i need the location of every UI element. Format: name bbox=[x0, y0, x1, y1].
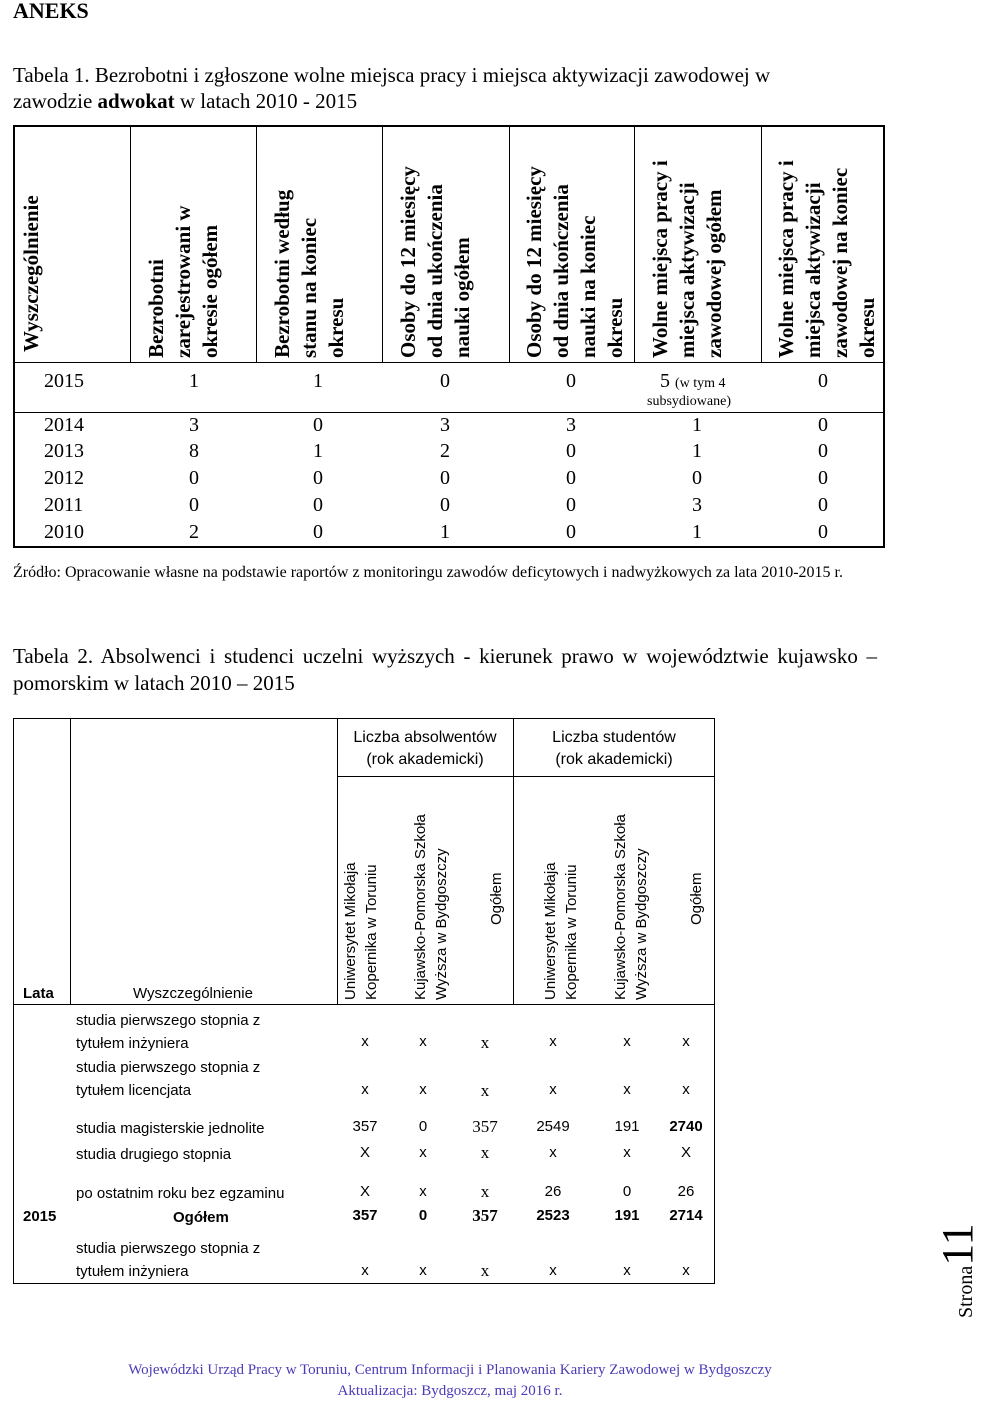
table1-cell: 0 bbox=[566, 467, 576, 489]
table1-cell: 3 bbox=[566, 414, 576, 436]
footer-update: Aktualizacja: Bydgoszcz, maj 2016 r. bbox=[337, 1383, 563, 1399]
table1-cell: 0 bbox=[440, 494, 450, 516]
table2-cell: x bbox=[682, 1262, 690, 1279]
table2-cell: 191 bbox=[614, 1118, 640, 1135]
table1-year: 2012 bbox=[44, 467, 84, 489]
table1-header-graduates-total: Osoby do 12 miesięcy od dnia ukończenia nauki ogółem bbox=[396, 166, 474, 358]
table1-row-divider bbox=[13, 412, 885, 413]
table2-row-label: studia drugiego stopnia bbox=[76, 1146, 232, 1163]
table1-col-divider bbox=[634, 125, 635, 362]
page-number-word: Strona bbox=[955, 1265, 977, 1318]
table2-cell: x bbox=[549, 1033, 557, 1050]
table2-cell: x bbox=[419, 1033, 427, 1050]
table2-cell: 0 bbox=[418, 1207, 428, 1224]
table1-year: 2013 bbox=[44, 440, 84, 462]
table2-col-total-students: Ogółem bbox=[688, 872, 705, 925]
table2-wyszczegolnienie-label: Wyszczególnienie bbox=[133, 985, 253, 1002]
table2-cell: x bbox=[682, 1033, 690, 1050]
table2-row-label: po ostatnim roku bez egzaminu bbox=[76, 1185, 285, 1202]
table1-cell: 1 bbox=[313, 440, 323, 462]
table1-header-label: Wyszczególnienie bbox=[19, 195, 43, 352]
table2-cell: 357 bbox=[472, 1117, 498, 1136]
table2-cell: x bbox=[549, 1262, 557, 1279]
table1-col-divider bbox=[761, 125, 762, 362]
table1-cell: 0 bbox=[566, 521, 576, 543]
table1-cell: 1 bbox=[313, 370, 323, 392]
table1-cell: 3 bbox=[692, 494, 702, 516]
table2-cell: x bbox=[623, 1033, 631, 1050]
table2-cell: 2523 bbox=[536, 1207, 570, 1224]
table2-cell: 191 bbox=[614, 1207, 640, 1224]
table2-col-umk-graduates: Uniwersytet Mikołaja Kopernika w Toruniu bbox=[342, 862, 380, 1000]
table1-cell: 8 bbox=[189, 440, 199, 462]
table1-cell: 1 bbox=[692, 414, 702, 436]
table2-cell: x bbox=[361, 1262, 369, 1279]
table1-caption bbox=[13, 62, 833, 114]
table1-cell: 1 bbox=[692, 521, 702, 543]
table2-row-label: studia pierwszego stopnia z tytułem licencjata bbox=[76, 1059, 261, 1099]
table1-cell: 0 bbox=[313, 467, 323, 489]
table2-cell: x bbox=[361, 1081, 369, 1098]
table1-caption-pre: Tabela 1. Bezrobotni i zgłoszone wolne miejsca pracy i miejsca aktywizacji zawodowej w zawodzie bbox=[13, 63, 771, 113]
table2-lata-label: Lata bbox=[23, 985, 54, 1002]
table2-cell: x bbox=[480, 1261, 490, 1280]
table2-cell: x bbox=[480, 1143, 490, 1162]
page-number-value: 11 bbox=[933, 1223, 982, 1266]
table1-cell: 0 bbox=[692, 467, 702, 489]
table2-col-total-graduates: Ogółem bbox=[488, 872, 505, 925]
table1-cell: 0 bbox=[818, 414, 828, 436]
table2-cell: x bbox=[419, 1262, 427, 1279]
table1-cell: 0 bbox=[818, 467, 828, 489]
table1-header-vacancies-total: Wolne miejsca pracy i miejsca aktywizacji zawodowej ogółem bbox=[648, 160, 726, 358]
table2-cell: x bbox=[682, 1081, 690, 1098]
table1-cell: 0 bbox=[566, 494, 576, 516]
table2-col-kpsw-graduates: Kujawsko-Pomorska Szkoła Wyższa w Bydgoszczy bbox=[412, 814, 450, 1000]
table2-cell: 2549 bbox=[536, 1118, 570, 1135]
table1-header-divider bbox=[13, 362, 885, 363]
table1-cell: 2 bbox=[440, 440, 450, 462]
table1-year: 2010 bbox=[44, 521, 84, 543]
table1-cell: 0 bbox=[566, 440, 576, 462]
table1-cell: 0 bbox=[313, 494, 323, 516]
table2-cell: 0 bbox=[622, 1183, 632, 1200]
table1-header-vacancies-end: Wolne miejsca pracy i miejsca aktywizacji zawodowej na koniec okresu bbox=[774, 160, 879, 358]
table1-cell: 0 bbox=[818, 521, 828, 543]
table1-cell: 2 bbox=[189, 521, 199, 543]
table1-cell: 0 bbox=[189, 494, 199, 516]
table1-cell-note: subsydiowane) bbox=[647, 394, 731, 409]
table2-col-divider bbox=[70, 718, 71, 1004]
table2-cell: x bbox=[480, 1182, 490, 1201]
table2-cell: x bbox=[623, 1081, 631, 1098]
table1-cell: 0 bbox=[440, 467, 450, 489]
table2-cell: 26 bbox=[544, 1183, 562, 1200]
table2-group-graduates: Liczba absolwentów (rok akademicki) bbox=[353, 729, 497, 768]
table1-header-unemployed-end: Bezrobotni według stanu na koniec okresu bbox=[270, 189, 348, 358]
table2-row-label: studia pierwszego stopnia z tytułem inżyniera bbox=[76, 1012, 261, 1052]
table2-cell: x bbox=[549, 1144, 557, 1161]
table1-caption-post: w latach 2010 - 2015 bbox=[174, 89, 358, 113]
table2-row-label: studia magisterskie jednolite bbox=[76, 1120, 265, 1137]
table1-cell: 0 bbox=[440, 370, 450, 392]
table2-col-kpsw-students: Kujawsko-Pomorska Szkoła Wyższa w Bydgoszczy bbox=[612, 814, 650, 1000]
table2-cell: x bbox=[480, 1081, 490, 1100]
table2-cell: x bbox=[419, 1081, 427, 1098]
table2-caption: Tabela 2. Absolwenci i studenci uczelni wyższych - kierunek prawo w województwie kujawsko – pomorskim w latach 2010 – 2015 bbox=[13, 644, 877, 695]
table1-header-graduates-end: Osoby do 12 miesięcy od dnia ukończenia nauki na koniec okresu bbox=[522, 166, 627, 358]
table2-cell: 2714 bbox=[669, 1207, 703, 1224]
table1-cell: 0 bbox=[313, 414, 323, 436]
table2-cell: 26 bbox=[677, 1183, 695, 1200]
table1-cell: 0 bbox=[313, 521, 323, 543]
table2-year: 2015 bbox=[23, 1208, 57, 1225]
table2-row-label-total: Ogółem bbox=[173, 1209, 229, 1226]
table1-cell: 0 bbox=[818, 370, 828, 392]
page-footer bbox=[0, 1360, 900, 1402]
table1-caption-occupation: adwokat bbox=[97, 89, 175, 113]
table2-group-students: Liczba studentów (rok akademicki) bbox=[552, 729, 676, 768]
table1-cell: 1 bbox=[189, 370, 199, 392]
table2-cell: 357 bbox=[352, 1118, 378, 1135]
table1-header-unemployed-registered: Bezrobotni zarejestrowani w okresie ogółem bbox=[144, 205, 222, 358]
table1-year: 2015 bbox=[44, 370, 84, 392]
table2-group-divider bbox=[337, 776, 715, 777]
table2-cell: x bbox=[419, 1183, 427, 1200]
table1-cell: 3 bbox=[189, 414, 199, 436]
table1-cell-vacancies: 5 (w tym 4 bbox=[660, 370, 726, 392]
table2-cell: x bbox=[361, 1033, 369, 1050]
table2-row-label: studia pierwszego stopnia z tytułem inżyniera bbox=[76, 1240, 261, 1280]
table2-cell: 2740 bbox=[669, 1118, 703, 1135]
section-heading: ANEKS bbox=[13, 0, 89, 23]
table1-col-divider bbox=[256, 125, 257, 362]
table1-cell: 1 bbox=[440, 521, 450, 543]
table2-col-umk-students: Uniwersytet Mikołaja Kopernika w Toruniu bbox=[542, 862, 580, 1000]
table2-cell: x bbox=[480, 1033, 490, 1052]
table1-cell: 0 bbox=[818, 440, 828, 462]
table1-cell: 1 bbox=[692, 440, 702, 462]
table2-cell: X bbox=[359, 1183, 370, 1200]
table1-col-divider bbox=[509, 125, 510, 362]
table2-cell: 357 bbox=[352, 1207, 378, 1224]
table2-cell: 0 bbox=[418, 1118, 428, 1135]
table1-source-note: Źródło: Opracowanie własne na podstawie raportów z monitoringu zawodów deficytowych i nadwyżkowych za lata 2010-2015 r. bbox=[13, 564, 843, 581]
table2-header-divider bbox=[13, 1004, 715, 1005]
table1-cell: 0 bbox=[818, 494, 828, 516]
table1-cell: 0 bbox=[189, 467, 199, 489]
table1-cell-note: (w tym 4 bbox=[675, 376, 726, 391]
table1-col-divider bbox=[130, 125, 131, 362]
table1-cell: 0 bbox=[566, 370, 576, 392]
table2-cell: x bbox=[419, 1144, 427, 1161]
table2-cell: X bbox=[359, 1144, 370, 1161]
footer-institution: Wojewódzki Urząd Pracy w Toruniu, Centrum Informacji i Planowania Kariery Zawodowej w Bydgoszczy bbox=[128, 1362, 772, 1378]
table1-cell: 3 bbox=[440, 414, 450, 436]
table1-year: 2011 bbox=[44, 494, 84, 516]
table2-cell: x bbox=[549, 1081, 557, 1098]
table2-cell: x bbox=[623, 1262, 631, 1279]
table2-cell: 357 bbox=[472, 1206, 498, 1225]
page-number bbox=[932, 1223, 983, 1318]
table2-cell: x bbox=[623, 1144, 631, 1161]
table2-cell: X bbox=[680, 1144, 691, 1161]
table1-col-divider bbox=[382, 125, 383, 362]
table1-year: 2014 bbox=[44, 414, 84, 436]
